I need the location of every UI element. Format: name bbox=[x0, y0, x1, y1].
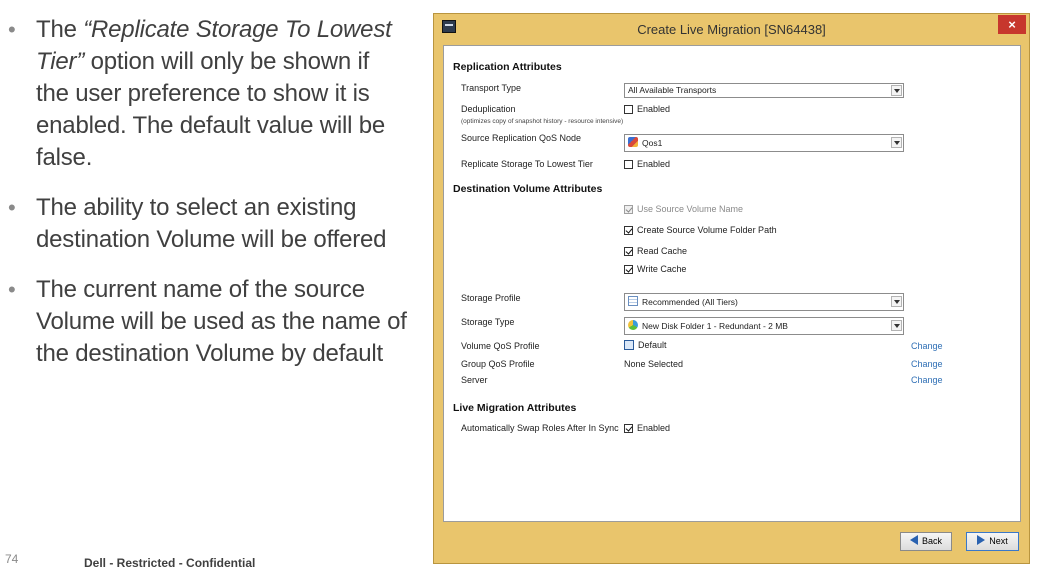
live-migration-heading: Live Migration Attributes bbox=[453, 402, 577, 414]
dialog-title: Create Live Migration [SN64438] bbox=[637, 22, 826, 37]
transport-type-label: Transport Type bbox=[461, 83, 522, 93]
qos-profile-icon bbox=[624, 340, 634, 350]
source-qos-node-value: Qos1 bbox=[642, 138, 663, 148]
storage-profile-icon bbox=[628, 296, 638, 306]
server-change-link[interactable]: Change bbox=[911, 375, 943, 385]
server-label: Server bbox=[461, 375, 488, 385]
create-live-migration-dialog bbox=[433, 13, 1030, 564]
read-cache-label: Read Cache bbox=[637, 246, 688, 256]
checkbox-checked-icon[interactable] bbox=[624, 205, 633, 214]
footer-text: Dell - Restricted - Confidential bbox=[84, 556, 256, 570]
transport-type-select[interactable] bbox=[624, 83, 904, 98]
deduplication-label: Deduplication bbox=[461, 104, 516, 114]
next-button-label: Next bbox=[989, 536, 1008, 546]
create-folder-path-label: Create Source Volume Folder Path bbox=[637, 225, 777, 235]
back-button-label: Back bbox=[921, 536, 942, 546]
bullet-list bbox=[8, 14, 408, 388]
bullet-dot-icon: • bbox=[8, 17, 16, 42]
storage-profile-label: Storage Profile bbox=[461, 293, 521, 303]
bullet-item bbox=[8, 192, 408, 256]
use-source-volume-name-label: Use Source Volume Name bbox=[637, 204, 744, 214]
volume-qos-value bbox=[624, 340, 667, 350]
back-button[interactable] bbox=[900, 532, 952, 551]
deduplication-option: Enabled bbox=[637, 104, 671, 114]
chevron-down-icon[interactable] bbox=[891, 85, 902, 96]
disk-folder-icon bbox=[628, 320, 638, 330]
qos-node-icon bbox=[628, 137, 638, 147]
checkbox-checked-icon[interactable] bbox=[624, 424, 633, 433]
page-number: 74 bbox=[5, 552, 19, 566]
read-cache-checkbox[interactable] bbox=[624, 246, 687, 256]
chevron-down-icon[interactable] bbox=[891, 296, 902, 307]
replicate-lowest-tier-checkbox[interactable] bbox=[624, 159, 670, 169]
swap-roles-label: Automatically Swap Roles After In Sync bbox=[461, 423, 619, 433]
checkbox-icon[interactable] bbox=[624, 160, 633, 169]
bullet-item bbox=[8, 14, 408, 174]
transport-type-value: All Available Transports bbox=[628, 85, 717, 95]
create-folder-path-checkbox[interactable] bbox=[624, 225, 777, 235]
volume-qos-value-text: Default bbox=[638, 340, 667, 350]
storage-profile-select[interactable] bbox=[624, 293, 904, 311]
dialog-content bbox=[443, 45, 1021, 522]
chevron-down-icon[interactable] bbox=[891, 320, 902, 331]
bullet-item bbox=[8, 274, 408, 370]
deduplication-note: (optimizes copy of snapshot history - resource intensive) bbox=[461, 118, 624, 125]
swap-roles-checkbox[interactable] bbox=[624, 423, 670, 433]
storage-type-select[interactable] bbox=[624, 317, 904, 335]
replicate-lowest-tier-option: Enabled bbox=[637, 159, 671, 169]
chevron-down-icon[interactable] bbox=[891, 137, 902, 148]
group-qos-value: None Selected bbox=[624, 359, 684, 369]
source-qos-node-select[interactable] bbox=[624, 134, 904, 152]
checkbox-checked-icon[interactable] bbox=[624, 247, 633, 256]
arrow-right-icon bbox=[977, 535, 985, 545]
checkbox-icon[interactable] bbox=[624, 105, 633, 114]
bullet-italic-text: “Replicate Storage To Lowest Tier” bbox=[36, 16, 392, 75]
close-button[interactable]: × bbox=[998, 15, 1026, 34]
storage-type-value: New Disk Folder 1 - Redundant - 2 MB bbox=[642, 321, 788, 331]
destination-volume-heading: Destination Volume Attributes bbox=[453, 183, 603, 195]
bullet-prefix: The bbox=[36, 16, 84, 43]
next-button[interactable] bbox=[966, 532, 1019, 551]
title-bar[interactable] bbox=[434, 14, 1029, 45]
storage-type-label: Storage Type bbox=[461, 317, 515, 327]
checkbox-checked-icon[interactable] bbox=[624, 226, 633, 235]
bullet-text: option will only be shown if the user preference to show it is enabled. The default value will be false. bbox=[36, 48, 386, 171]
bullet-dot-icon: • bbox=[8, 195, 16, 220]
storage-profile-value: Recommended (All Tiers) bbox=[642, 297, 738, 307]
deduplication-checkbox[interactable] bbox=[624, 104, 670, 114]
bullet-dot-icon: • bbox=[8, 277, 16, 302]
use-source-volume-name-checkbox[interactable] bbox=[624, 204, 743, 214]
swap-roles-option: Enabled bbox=[637, 423, 671, 433]
bullet-text: The current name of the source Volume will be used as the name of the destination Volume by default bbox=[36, 276, 407, 367]
volume-qos-label: Volume QoS Profile bbox=[461, 341, 540, 351]
source-qos-node-label: Source Replication QoS Node bbox=[461, 133, 582, 143]
write-cache-checkbox[interactable] bbox=[624, 264, 686, 274]
replication-attributes-heading: Replication Attributes bbox=[453, 61, 562, 73]
bullet-text: The ability to select an existing destination Volume will be offered bbox=[36, 194, 387, 253]
replicate-lowest-tier-label: Replicate Storage To Lowest Tier bbox=[461, 159, 593, 169]
write-cache-label: Write Cache bbox=[637, 264, 687, 274]
group-qos-change-link[interactable]: Change bbox=[911, 359, 943, 369]
group-qos-label: Group QoS Profile bbox=[461, 359, 535, 369]
arrow-left-icon bbox=[910, 535, 918, 545]
volume-qos-change-link[interactable]: Change bbox=[911, 341, 943, 351]
checkbox-checked-icon[interactable] bbox=[624, 265, 633, 274]
